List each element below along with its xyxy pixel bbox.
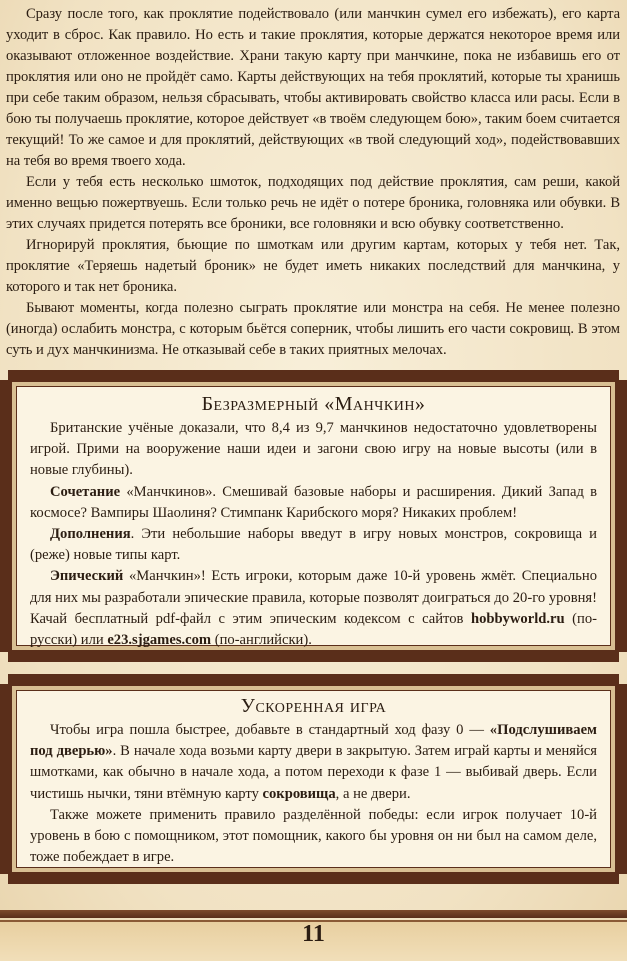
sidebar-box-uskorennaya bbox=[0, 674, 627, 884]
intro-text bbox=[6, 4, 620, 361]
intro-paragraph: Игнорируй проклятия, бьющие по шмоткам или другим картам, которых у тебя нет. Так, проклятие «Теряешь надетый броник» не будет иметь никаких последствий для манчкина, у которого и так нет броника. bbox=[6, 237, 620, 295]
box-paragraph: Чтобы игра пошла быстрее, добавьте в стандартный ход фазу 0 — «Подслушивaем под дверью». В начале хода возьми карту двери в закрытую. Затем играй карты и меняйся шмотками, как обычно в начале хода, а потом переходи к фазе 1 — выбивай дверь. Если чистишь нычки, тяни втёмную карту сокровища, а не двери. bbox=[30, 722, 597, 802]
site-link-hobbyworld: hobbyworld.ru bbox=[470, 610, 565, 627]
term-epichesky: Эпический bbox=[50, 568, 124, 585]
intro-paragraph: Сразу после того, как проклятие подействовало (или манчкин сумел его избежать), его карта уходит в сброс. Как правило. Но есть и такие проклятия, которые держатся некоторое время или оказывают отложенное воздействие. Храни такую карту при манчкине, пока не избавишь его от проклятия или оно не пройдёт само. Карты действующих на тебя проклятий, которые ты хранишь при себе таким образом, нельзя сбрасывать, чтобы активировать свойство класса или расы. Если в бою ты получаешь проклятие, которое действует «в твоём следующем бою», таким боем считается текущий! То же самое и для проклятий, действующих «в твой следующий ход», подействовавших на тебя во время твоего хода. bbox=[6, 6, 620, 169]
box-paragraph: Эпический «Манчкин»! Есть игроки, которым даже 10-й уровень жмёт. Специально для них мы разработали эпические правила, которые позволят доиграться до 20-го уровня! Качай бесплатный pdf-файл с этим эпическим кодексом с сайтов hobbyworld.ru (по-русски) или e23.sjgames.com (по-английски). bbox=[30, 568, 597, 649]
footer-rule bbox=[0, 910, 627, 918]
box-paragraph: Сочетание «Манчкинов». Смешивай базовые наборы и расширения. Дикий Запад в космосе? Вампиры Шаолиня? Стимпанк Карибского моря? Никаких проблем! bbox=[30, 483, 597, 521]
intro-paragraph: Если у тебя есть несколько шмоток, подходящих под действие проклятия, сам реши, какой именно вещью пожертвуешь. Если только речь не идёт о потере броника, головняка или обувки. В этих случаях придется потерять все броники, все головняки и всю обувку соответственно. bbox=[6, 174, 620, 232]
site-link-sjgames: e23.sjgames.com bbox=[107, 632, 212, 649]
sidebar-box-bezrazmerny bbox=[0, 370, 627, 662]
box-content bbox=[30, 694, 597, 868]
box-paragraph: Также можете применить правило разделённой победы: если игрок получает 10-й уровень в бою с помощником, этот помощник, какого бы уровня он ни был на самом деле, тоже побеждает в игре. bbox=[30, 806, 597, 866]
box-title: Безразмерный «Манчкин» bbox=[201, 393, 426, 415]
box-title: Ускоренная игра bbox=[240, 695, 387, 717]
intro-paragraph: Бывают моменты, когда полезно сыграть проклятие или монстра на себя. Не менее полезно (иногда) ослабить монстра, с которым бьётся соперник, чтобы лишить его части сокровищ. В этом суть и дух манчкинизма. Не отказывай себе в таких приятных мелочах. bbox=[6, 300, 620, 358]
term-dopolneniya: Дополнения bbox=[50, 526, 131, 543]
box-paragraph: Британские учёные доказали, что 8,4 из 9,7 манчкинов недостаточно удовлетворены игрой. Прими на вооружение наши идеи и загони свою игру на новые высоты (или в новые глубины). bbox=[30, 420, 597, 479]
page-number: 11 bbox=[302, 921, 325, 947]
box-paragraph: Дополнения. Эти небольшие наборы введут в игру новых монстров, сокровища и (реже) новые типы карт. bbox=[30, 526, 597, 564]
box-content bbox=[30, 392, 597, 651]
term-sochetanie: Сочетание bbox=[50, 483, 121, 500]
